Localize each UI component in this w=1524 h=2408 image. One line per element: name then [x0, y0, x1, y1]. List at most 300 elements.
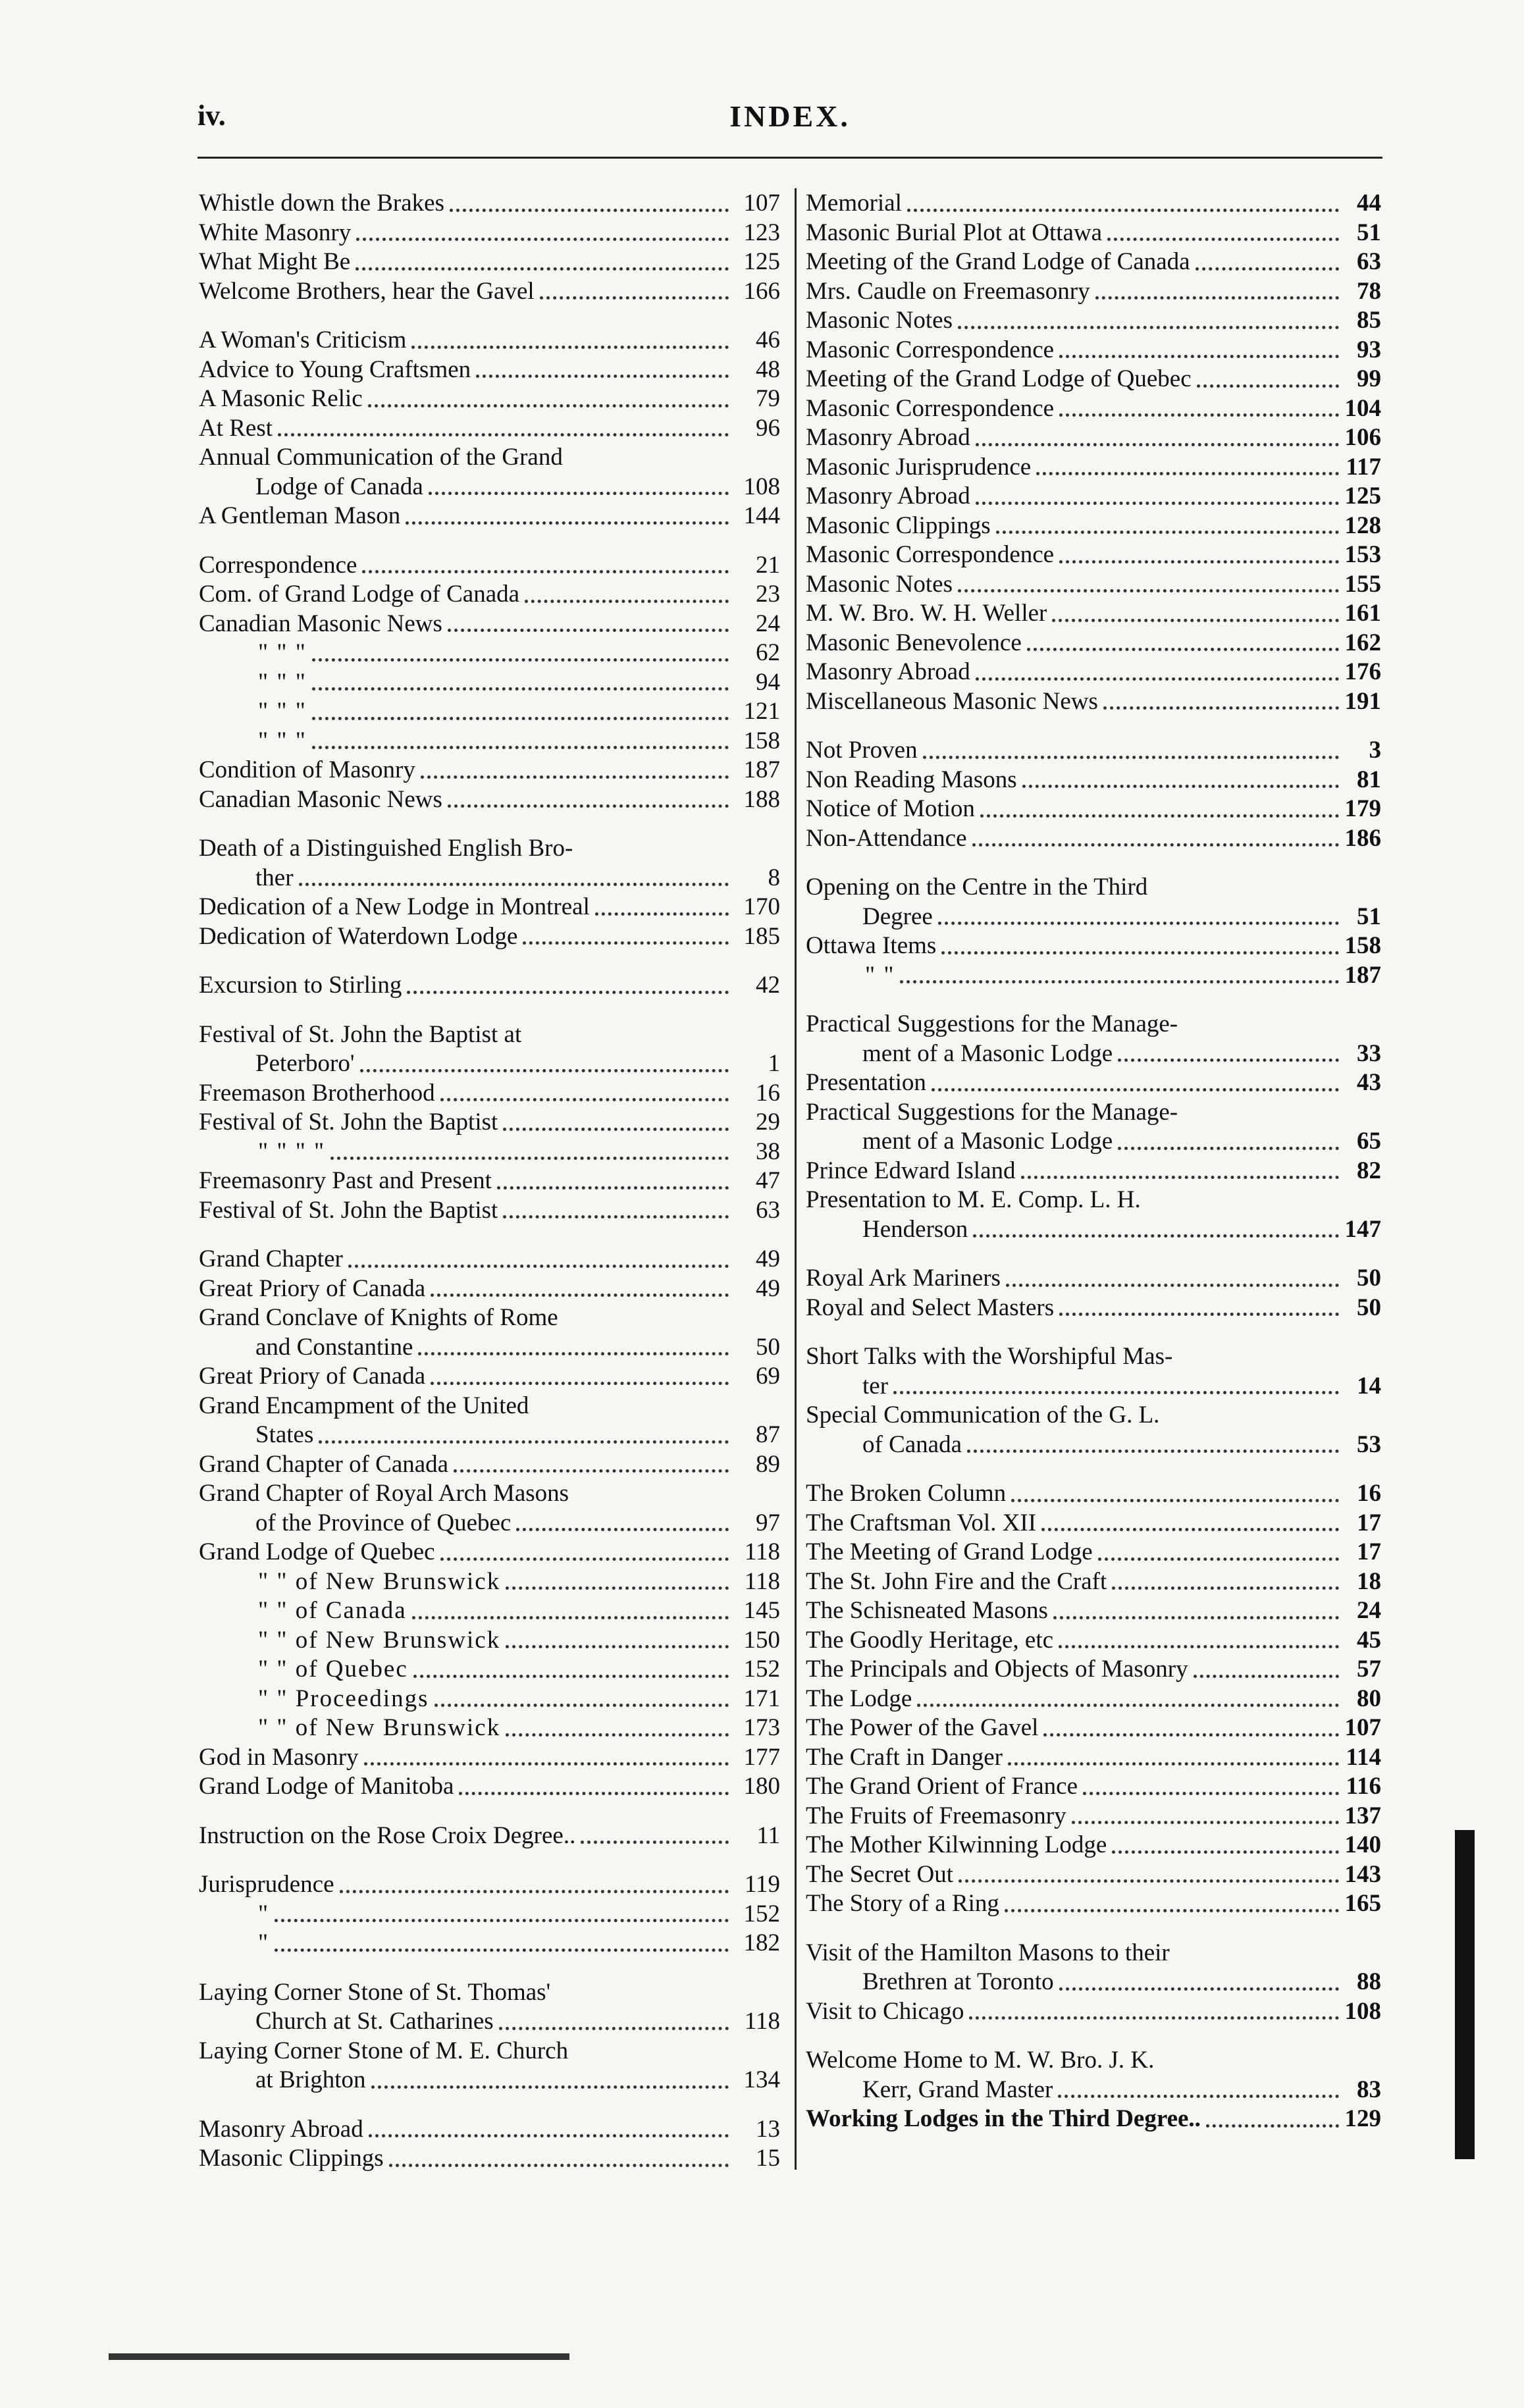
index-entry	[806, 219, 1381, 248]
dot-leader	[369, 2134, 729, 2137]
dot-leader	[448, 629, 729, 632]
dot-leader	[340, 1890, 729, 1893]
entry-page-number: 179	[1344, 795, 1381, 822]
index-entry	[199, 326, 780, 355]
index-entry	[806, 629, 1381, 658]
entry-title: Notice of Motion	[806, 795, 975, 822]
entry-title: The St. John Fire and the Craft	[806, 1567, 1107, 1595]
header-rule	[197, 157, 1382, 159]
entry-title: Masonic Notes	[806, 307, 953, 334]
dot-leader	[1059, 413, 1339, 417]
index-entry	[199, 1655, 780, 1685]
entry-title: ther	[255, 864, 294, 891]
entry-page-number: 44	[1357, 190, 1381, 217]
index-entry	[806, 1215, 1381, 1245]
index-entry	[199, 1333, 780, 1363]
entry-page-number: 118	[744, 2008, 780, 2035]
index-entry	[806, 873, 1381, 903]
index-entry	[806, 1068, 1381, 1098]
dot-leader	[454, 1469, 729, 1473]
index-entry	[806, 1401, 1381, 1430]
dot-leader	[503, 1215, 729, 1218]
entry-page-number: 11	[756, 1821, 780, 1849]
index-entry	[199, 1274, 780, 1304]
entry-page-number: 51	[1357, 903, 1381, 930]
entry-page-number: 57	[1357, 1656, 1381, 1683]
entry-page-number: 107	[1344, 1714, 1381, 1741]
entry-title: "	[258, 1929, 270, 1956]
dot-leader	[1059, 1313, 1339, 1316]
entry-page-number: 128	[1344, 511, 1381, 539]
dot-leader	[360, 1069, 729, 1072]
entry-title: M. W. Bro. W. H. Weller	[806, 600, 1047, 627]
entry-title: Ottawa Items	[806, 932, 937, 959]
dot-leader	[969, 2016, 1339, 2020]
entry-title: Henderson	[862, 1215, 968, 1243]
entry-page-number: 129	[1344, 2105, 1381, 2132]
entry-title: Great Priory of Canada	[199, 1274, 426, 1302]
index-entry	[199, 1079, 780, 1109]
entry-page-number: 21	[756, 551, 780, 579]
entry-title: of the Province of Quebec	[255, 1509, 512, 1536]
entry-title: Opening on the Centre in the Third	[806, 874, 1148, 901]
index-right-column	[806, 189, 1381, 2134]
entry-title: Short Talks with the Worshipful Mas-	[806, 1343, 1173, 1370]
dot-leader	[312, 746, 729, 749]
dot-leader	[1098, 1557, 1339, 1561]
index-entry	[199, 189, 780, 219]
dot-leader	[497, 1186, 729, 1190]
dot-leader	[523, 941, 729, 945]
entry-title: " " "	[258, 668, 307, 696]
entry-title: Royal Ark Mariners	[806, 1265, 1001, 1292]
entry-title: Working Lodges in the Third Degree..	[806, 2105, 1201, 2132]
dot-leader	[440, 1098, 729, 1101]
dot-leader	[1083, 1792, 1339, 1795]
entry-title: Masonic Correspondence	[806, 336, 1055, 363]
index-entry	[806, 2105, 1381, 2134]
entry-page-number: 145	[743, 1597, 780, 1624]
index-entry	[199, 668, 780, 698]
entry-title: Welcome Brothers, hear the Gavel	[199, 277, 535, 305]
entry-page-number: 158	[1344, 932, 1381, 959]
index-entry	[199, 1978, 780, 2008]
dot-leader	[476, 375, 729, 378]
entry-page-number: 65	[1357, 1128, 1381, 1155]
index-entry	[199, 1421, 780, 1450]
entry-page-number: 43	[1357, 1069, 1381, 1096]
entry-page-number: 53	[1357, 1430, 1381, 1458]
entry-page-number: 3	[1369, 737, 1381, 764]
entry-page-number: 166	[743, 277, 780, 305]
dot-leader	[972, 843, 1339, 847]
entry-page-number: 107	[743, 190, 780, 217]
index-entry	[806, 189, 1381, 219]
entry-page-number: 49	[756, 1274, 780, 1302]
index-entry	[806, 1889, 1381, 1919]
entry-title: Festival of St. John the Baptist at	[199, 1020, 522, 1048]
index-entry	[199, 1821, 780, 1851]
entry-title: At Rest	[199, 414, 273, 442]
index-entry	[806, 365, 1381, 394]
index-entry	[806, 540, 1381, 570]
entry-title: Peterboro'	[255, 1050, 355, 1077]
index-entry	[199, 1245, 780, 1274]
entry-page-number: 69	[756, 1363, 780, 1390]
entry-page-number: 15	[756, 2145, 780, 2172]
index-entry	[199, 864, 780, 893]
index-entry	[806, 766, 1381, 795]
index-entry	[806, 248, 1381, 277]
entry-title: Masonry Abroad	[199, 2115, 363, 2143]
entry-page-number: 50	[1357, 1294, 1381, 1321]
entry-page-number: 186	[1344, 824, 1381, 852]
entry-page-number: 108	[1344, 1997, 1381, 2025]
index-entry	[199, 1196, 780, 1226]
entry-page-number: 114	[1346, 1743, 1381, 1771]
dot-leader	[1194, 1675, 1339, 1678]
entry-title: " " of Canada	[258, 1597, 407, 1624]
dot-leader	[1059, 1645, 1339, 1648]
scan-bottom-mark	[109, 2353, 569, 2360]
dot-leader	[923, 756, 1339, 759]
entry-page-number: 182	[743, 1929, 780, 1956]
entry-page-number: 180	[743, 1773, 780, 1800]
dot-leader	[1011, 1499, 1339, 1502]
entry-page-number: 79	[756, 385, 780, 412]
entry-page-number: 83	[1357, 2076, 1381, 2103]
index-entry	[806, 1010, 1381, 1039]
index-entry	[806, 511, 1381, 541]
index-entry	[199, 1596, 780, 1626]
index-entry	[199, 2037, 780, 2066]
entry-page-number: 50	[1357, 1265, 1381, 1292]
dot-leader	[1008, 1762, 1339, 1766]
entry-title: Non Reading Masons	[806, 766, 1017, 793]
entry-title: of Canada	[862, 1430, 962, 1458]
entry-page-number: 123	[743, 219, 780, 246]
entry-page-number: 119	[744, 1871, 780, 1898]
entry-title: Brethren at Toronto	[862, 1968, 1054, 1995]
entry-title: A Woman's Criticism	[199, 327, 407, 353]
dot-leader	[278, 433, 729, 436]
index-entry	[806, 1157, 1381, 1186]
dot-leader	[932, 1088, 1339, 1091]
entry-title: Royal and Select Masters	[806, 1294, 1055, 1321]
entry-page-number: 96	[756, 414, 780, 442]
entry-title: States	[255, 1421, 314, 1448]
dot-leader	[299, 883, 729, 886]
dot-leader	[407, 991, 729, 994]
entry-title: ment of a Masonic Lodge	[862, 1039, 1113, 1067]
index-entry	[199, 1538, 780, 1567]
dot-leader	[503, 1128, 729, 1131]
entry-title: Annual Communication of the Grand	[199, 444, 563, 471]
index-entry	[806, 599, 1381, 629]
dot-leader	[1112, 1586, 1339, 1590]
index-entry	[199, 893, 780, 922]
entry-title: "	[258, 1900, 270, 1927]
dot-leader	[996, 531, 1339, 534]
entry-title: Whistle down the Brakes	[199, 190, 444, 217]
index-entry	[806, 1626, 1381, 1656]
dot-leader	[1006, 1284, 1339, 1287]
entry-title: Grand Lodge of Manitoba	[199, 1773, 454, 1800]
entry-title: The Schisneated Masons	[806, 1597, 1048, 1624]
entry-title: Death of a Distinguished English Bro-	[199, 835, 573, 862]
index-left-column	[199, 189, 780, 2174]
entry-title: " " of New Brunswick	[258, 1626, 501, 1654]
entry-page-number: 50	[756, 1333, 780, 1361]
entry-page-number: 29	[756, 1109, 780, 1136]
index-entry	[199, 1743, 780, 1773]
index-entry	[199, 1049, 780, 1079]
dot-leader	[459, 1792, 729, 1795]
index-entry	[806, 903, 1381, 932]
dot-leader	[362, 570, 729, 573]
index-entry	[806, 1860, 1381, 1890]
entry-page-number: 23	[756, 581, 780, 608]
index-entry	[199, 610, 780, 639]
index-entry	[806, 1567, 1381, 1597]
index-entry	[806, 1127, 1381, 1157]
entry-page-number: 49	[756, 1245, 780, 1272]
entry-title: Presentation to M. E. Comp. L. H.	[806, 1186, 1141, 1213]
entry-page-number: 185	[743, 922, 780, 950]
dot-leader	[371, 2085, 729, 2089]
index-entry	[806, 1939, 1381, 1968]
entry-page-number: 17	[1357, 1509, 1381, 1536]
entry-title: Great Priory of Canada	[199, 1363, 426, 1390]
entry-page-number: 187	[1344, 961, 1381, 989]
dot-leader	[1059, 1987, 1339, 1991]
index-entry	[199, 639, 780, 668]
index-entry	[806, 1294, 1381, 1323]
entry-page-number: 14	[1357, 1372, 1381, 1400]
index-entry	[199, 697, 780, 727]
dot-leader	[411, 346, 729, 349]
entry-page-number: 38	[756, 1138, 780, 1165]
entry-title: Instruction on the Rose Croix Degree..	[199, 1821, 576, 1849]
entry-title: Grand Lodge of Quebec	[199, 1538, 435, 1565]
dot-leader	[499, 2027, 729, 2030]
entry-title: Dedication of Waterdown Lodge	[199, 922, 518, 950]
dot-leader	[976, 443, 1339, 446]
entry-page-number: 134	[743, 2066, 780, 2093]
index-entry	[199, 414, 780, 444]
index-entry	[199, 1450, 780, 1480]
index-entry	[806, 1772, 1381, 1802]
entry-title: The Broken Column	[806, 1480, 1007, 1507]
dot-leader	[967, 1450, 1339, 1453]
entry-page-number: 62	[756, 639, 780, 666]
dot-leader	[356, 238, 729, 241]
entry-title: Visit of the Hamilton Masons to their	[806, 1939, 1170, 1966]
entry-page-number: 78	[1357, 277, 1381, 305]
dot-leader	[1053, 1616, 1339, 1619]
entry-page-number: 125	[743, 248, 780, 275]
index-entry	[806, 1655, 1381, 1685]
dot-leader	[319, 1440, 729, 1444]
index-entry	[199, 1392, 780, 1421]
dot-leader	[1072, 1821, 1339, 1824]
entry-title: The Power of the Gavel	[806, 1714, 1039, 1741]
entry-title: Church at St. Catharines	[255, 2008, 494, 2035]
entry-title: The Secret Out	[806, 1860, 953, 1888]
entry-title: Festival of St. John the Baptist	[199, 1109, 498, 1136]
entry-title: " " of New Brunswick	[258, 1714, 501, 1741]
entry-title: " " Proceedings	[258, 1685, 429, 1712]
index-entry	[199, 473, 780, 502]
entry-page-number: 144	[743, 502, 780, 529]
entry-page-number: 170	[743, 893, 780, 920]
entry-page-number: 87	[756, 1421, 780, 1448]
index-entry	[806, 1039, 1381, 1069]
dot-leader	[434, 1704, 729, 1707]
index-entry	[806, 736, 1381, 766]
entry-title: " " "	[258, 727, 307, 754]
index-entry	[199, 1138, 780, 1167]
index-entry	[806, 1509, 1381, 1538]
entry-title: Grand Encampment of the United	[199, 1392, 529, 1419]
index-entry	[806, 336, 1381, 365]
entry-title: ter	[862, 1372, 889, 1400]
index-entry	[806, 2046, 1381, 2076]
entry-title: Not Proven	[806, 737, 918, 764]
dot-leader	[1005, 1909, 1339, 1912]
entry-title: Advice to Young Craftsmen	[199, 355, 471, 383]
entry-page-number: 118	[744, 1538, 780, 1565]
dot-leader	[1052, 619, 1339, 622]
entry-title: Grand Conclave of Knights of Rome	[199, 1304, 558, 1331]
index-entry	[806, 1831, 1381, 1860]
entry-title: Canadian Masonic News	[199, 785, 442, 813]
index-entry	[806, 687, 1381, 717]
entry-page-number: 171	[743, 1685, 780, 1712]
dot-leader	[440, 1557, 729, 1561]
index-entry	[806, 795, 1381, 824]
dot-leader	[525, 600, 729, 603]
entry-page-number: 33	[1357, 1039, 1381, 1067]
entry-title: " " of Quebec	[258, 1656, 408, 1683]
entry-title: " "	[865, 961, 895, 989]
entry-title: Prince Edward Island	[806, 1157, 1016, 1184]
entry-title: Canadian Masonic News	[199, 610, 442, 637]
dot-leader	[1036, 472, 1339, 475]
index-entry	[199, 551, 780, 581]
entry-title: Masonic Benevolence	[806, 629, 1022, 656]
page-header	[197, 99, 1382, 145]
index-entry	[806, 453, 1381, 483]
dot-leader	[1058, 2095, 1339, 2098]
entry-page-number: 104	[1344, 394, 1381, 422]
entry-page-number: 125	[1344, 483, 1381, 510]
entry-title: Kerr, Grand Master	[862, 2076, 1053, 2103]
index-entry	[199, 248, 780, 277]
entry-title: The Fruits of Freemasonry	[806, 1802, 1066, 1829]
index-entry	[199, 785, 780, 815]
dot-leader	[275, 1919, 729, 1922]
index-entry	[806, 658, 1381, 687]
dot-leader	[938, 922, 1339, 925]
entry-title: " " "	[258, 698, 307, 725]
entry-page-number: 93	[1357, 336, 1381, 363]
entry-title: The Craft in Danger	[806, 1743, 1003, 1771]
index-entry	[806, 1372, 1381, 1401]
entry-page-number: 152	[743, 1656, 780, 1683]
entry-page-number: 155	[1344, 570, 1381, 598]
entry-page-number: 108	[743, 473, 780, 500]
index-entry	[806, 1596, 1381, 1626]
entry-page-number: 121	[743, 698, 780, 725]
index-entry	[199, 580, 780, 610]
dot-leader	[429, 492, 729, 495]
dot-leader	[958, 326, 1339, 329]
index-entry	[806, 1997, 1381, 2027]
dot-leader	[312, 658, 729, 662]
dot-leader	[348, 1265, 729, 1268]
entry-page-number: 8	[768, 864, 780, 891]
index-entry	[806, 824, 1381, 854]
dot-leader	[412, 1616, 729, 1619]
entry-page-number: 150	[743, 1626, 780, 1654]
dot-leader	[1095, 296, 1339, 300]
index-entry	[806, 1098, 1381, 1128]
entry-title: A Gentleman Mason	[199, 502, 401, 529]
index-entry	[199, 1303, 780, 1333]
dot-leader	[506, 1645, 729, 1648]
entry-title: at Brighton	[255, 2066, 366, 2093]
entry-page-number: 143	[1344, 1860, 1381, 1888]
dot-leader	[976, 502, 1339, 505]
entry-page-number: 46	[756, 327, 780, 353]
entry-page-number: 47	[756, 1167, 780, 1194]
entry-title: What Might Be	[199, 248, 351, 275]
index-entry	[199, 1479, 780, 1509]
index-entry	[199, 1567, 780, 1597]
entry-page-number: 1	[768, 1050, 780, 1077]
dot-leader	[516, 1528, 729, 1531]
entry-page-number: 18	[1357, 1567, 1381, 1595]
entry-page-number: 85	[1357, 307, 1381, 334]
entry-title: and Constantine	[255, 1333, 413, 1361]
entry-title: White Masonry	[199, 219, 352, 246]
entry-title: Lodge of Canada	[255, 473, 423, 500]
index-entry	[199, 384, 780, 414]
dot-leader	[1021, 1176, 1339, 1179]
entry-title: Masonic Notes	[806, 570, 953, 598]
entry-title: Masonic Burial Plot at Ottawa	[806, 219, 1103, 246]
index-entry	[199, 502, 780, 531]
index-entry	[199, 2115, 780, 2145]
entry-page-number: 147	[1344, 1215, 1381, 1243]
index-entry	[806, 482, 1381, 511]
dot-leader	[431, 1294, 729, 1297]
index-entry	[199, 1166, 780, 1196]
dot-leader	[1059, 560, 1339, 563]
entry-page-number: 118	[744, 1567, 780, 1595]
entry-page-number: 94	[756, 668, 780, 696]
entry-title: The Goodly Heritage, etc	[806, 1626, 1054, 1654]
dot-leader	[1118, 1059, 1339, 1062]
entry-page-number: 24	[756, 610, 780, 637]
entry-title: Meeting of the Grand Lodge of Canada	[806, 248, 1190, 275]
index-entry	[199, 1772, 780, 1802]
entry-title: Excursion to Stirling	[199, 972, 402, 999]
entry-title: ment of a Masonic Lodge	[862, 1128, 1113, 1155]
index-entry	[806, 306, 1381, 336]
column-divider	[795, 188, 797, 2170]
